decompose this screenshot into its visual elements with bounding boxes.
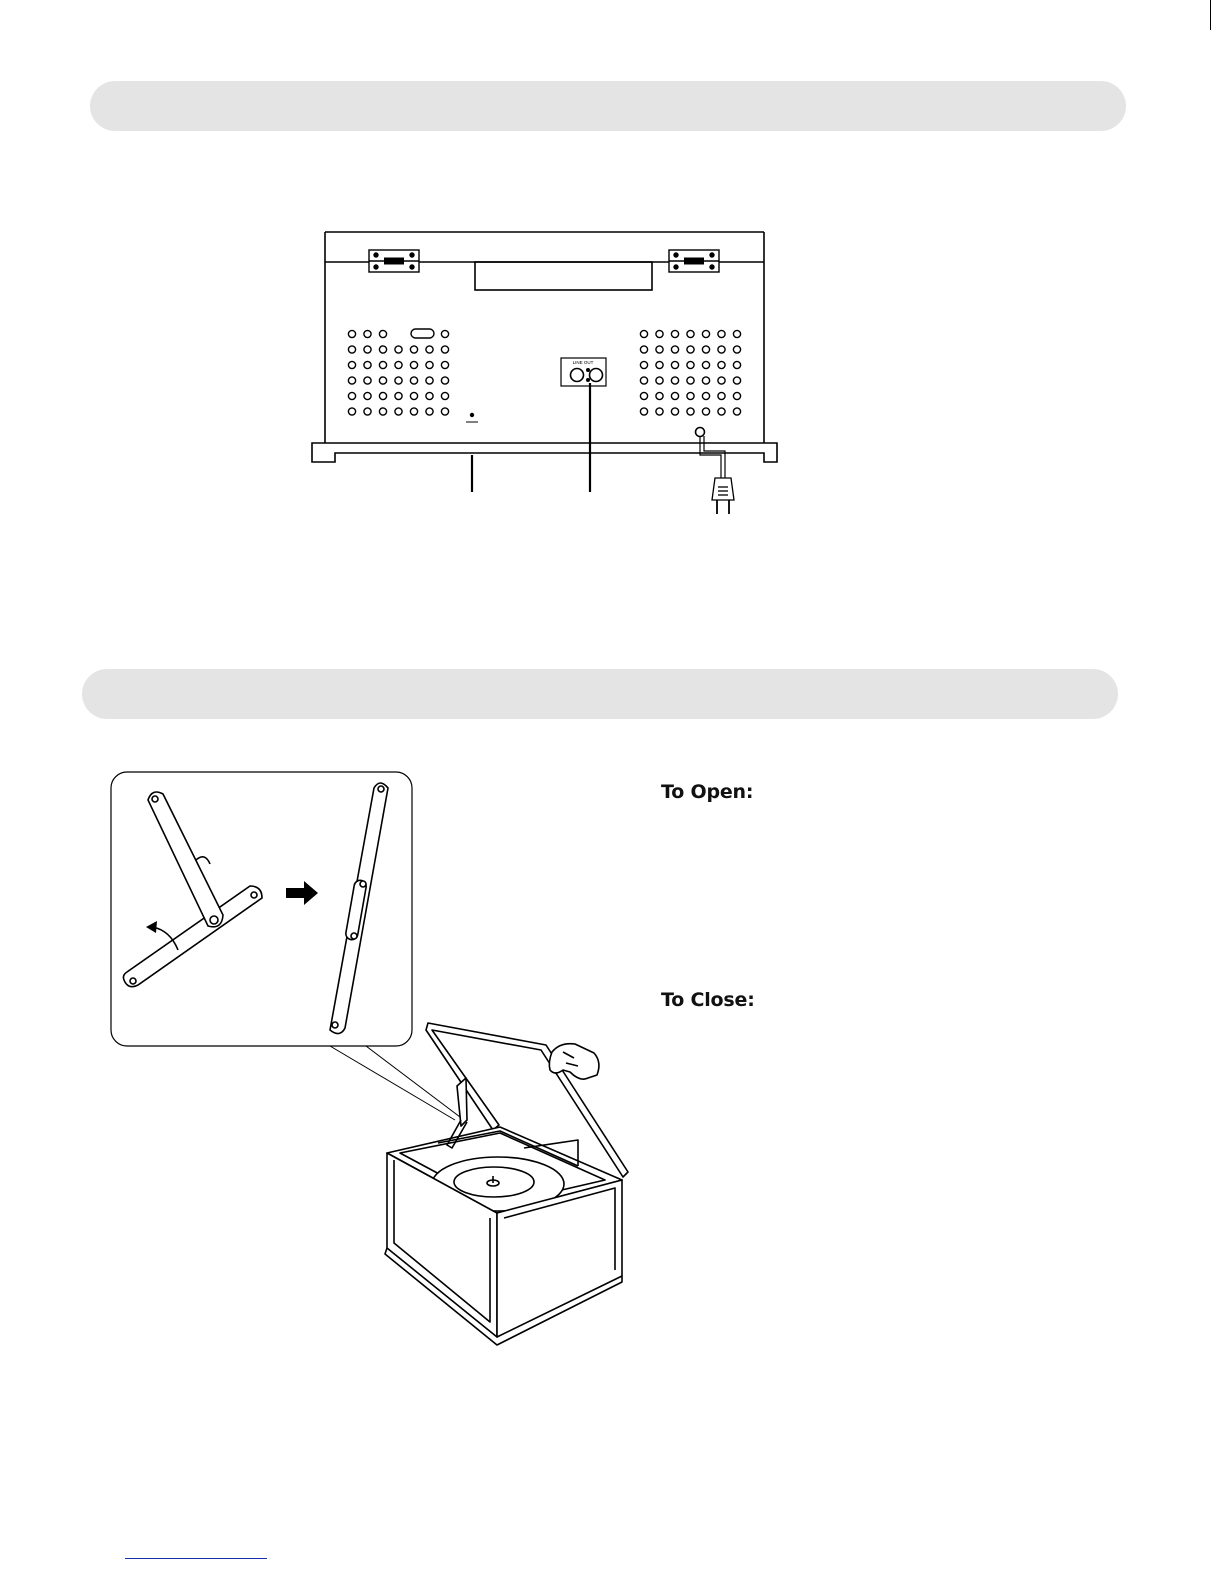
footer-link-rule [125, 1558, 267, 1559]
to-close-heading: To Close: [661, 989, 755, 1011]
line-out-label: LINE OUT [572, 360, 594, 365]
to-open-heading: To Open: [661, 781, 754, 803]
